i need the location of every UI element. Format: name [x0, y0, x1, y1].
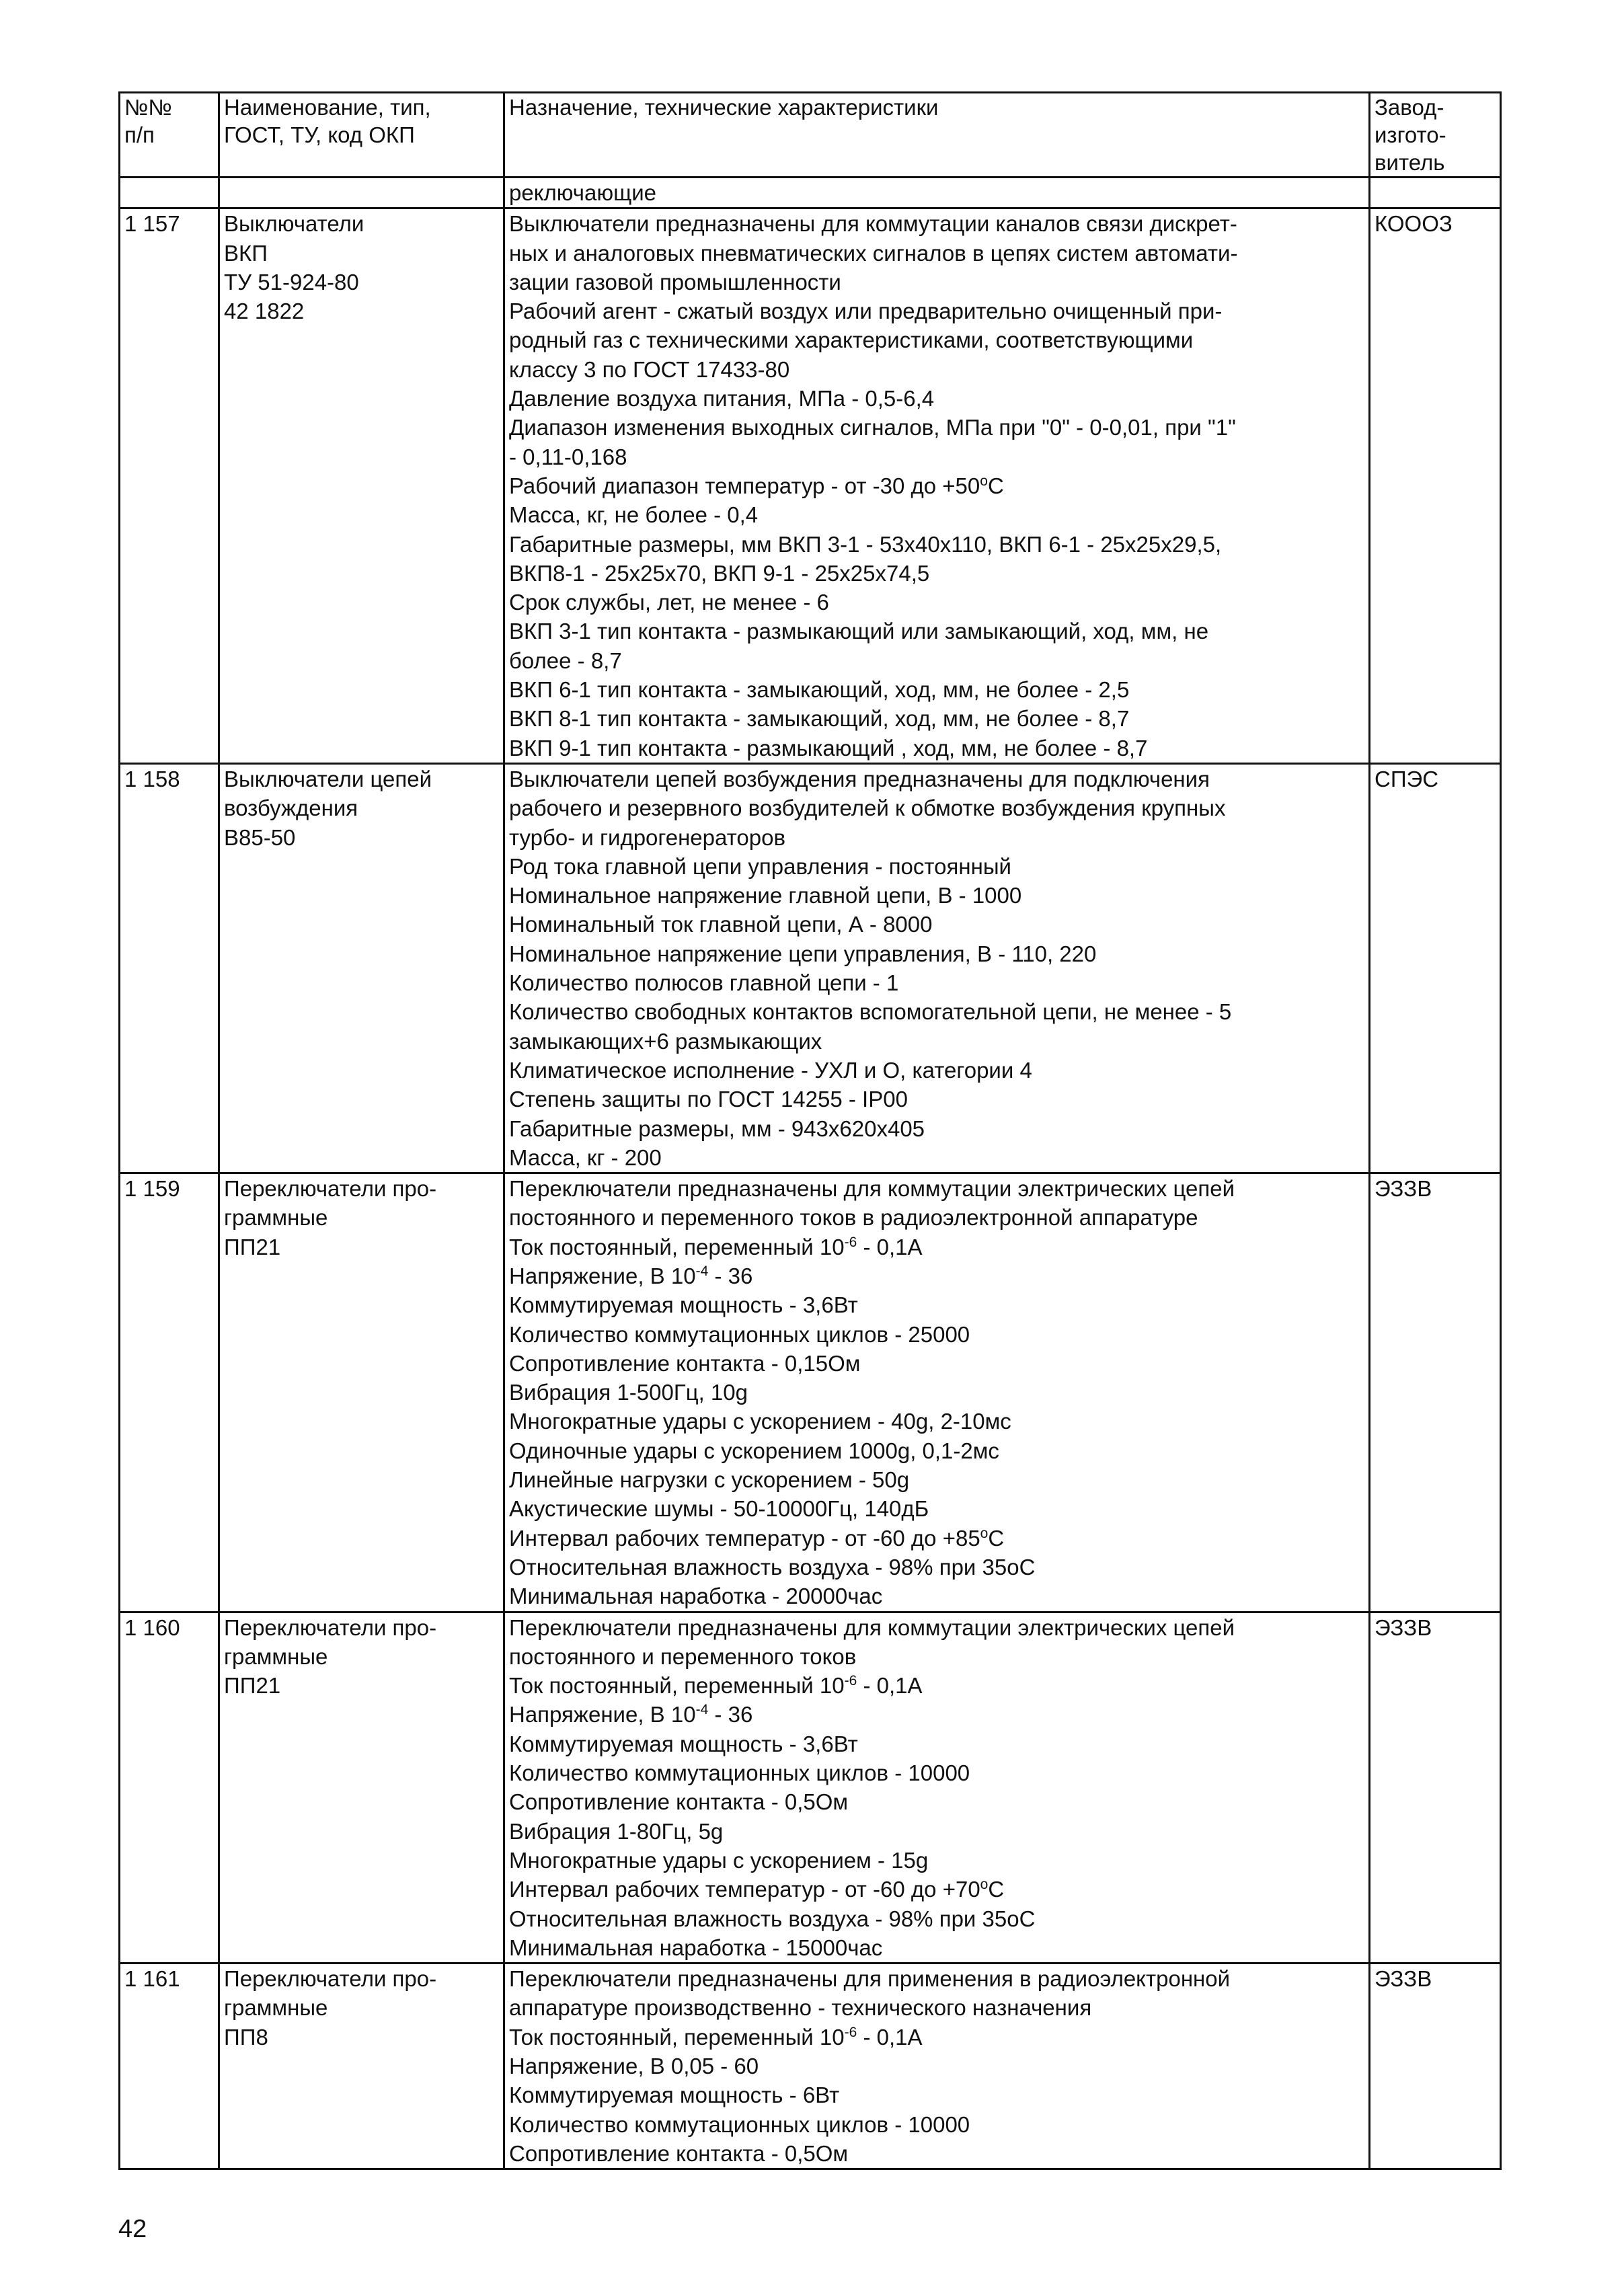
- description-line: [509, 2139, 1364, 2168]
- description-text: - 36: [708, 1263, 753, 1288]
- superscript: o: [980, 1525, 989, 1541]
- item-name-line: граммные: [224, 1643, 328, 1669]
- description-text: Номинальное напряжение главной цепи, В - 1000: [509, 883, 1022, 908]
- table-row: [120, 1963, 1501, 2169]
- table-header: [120, 93, 1501, 178]
- carry-over-maker-cell: [1370, 178, 1501, 208]
- item-name-line: Переключатели про-: [224, 1615, 437, 1640]
- item-name: [219, 1612, 504, 1963]
- carry-over-number-cell: [120, 178, 219, 208]
- item-name-line: Переключатели про-: [224, 1176, 437, 1202]
- description-text: Ток постоянный, переменный 10: [509, 1234, 845, 1259]
- description-line: [509, 1465, 1364, 1494]
- description-line: [509, 910, 1364, 939]
- description-text: зации газовой промышленности: [509, 269, 841, 295]
- description-text: Масса, кг, не более - 0,4: [509, 502, 759, 528]
- description-text: Коммутируемая мощность - 3,6Вт: [509, 1292, 858, 1318]
- description-text: классу 3 по ГОСТ 17433-80: [509, 356, 790, 382]
- description-text: Минимальная наработка - 15000час: [509, 1935, 883, 1960]
- description-text: Относительная влажность воздуха - 98% при 35oC: [509, 1554, 1036, 1580]
- description-line: [509, 500, 1364, 529]
- item-name-line: Выключатели цепей: [224, 766, 432, 791]
- description-line: [509, 765, 1364, 793]
- description-line: [509, 1290, 1364, 1319]
- description-line: [509, 297, 1364, 325]
- description-line: [509, 1904, 1364, 1933]
- description-line: [509, 1846, 1364, 1875]
- description-text: Количество коммутационных циклов - 10000: [509, 1760, 970, 1786]
- description-text: Напряжение, В 0,05 - 60: [509, 2054, 759, 2078]
- item-manufacturer: ЭЗЗВ: [1370, 1612, 1501, 1963]
- description-line: [509, 675, 1364, 704]
- description-text: Габаритные размеры, мм - 943x620x405: [509, 1116, 925, 1141]
- description-text: C: [987, 473, 1004, 498]
- description-line: [509, 239, 1364, 268]
- description-line: [509, 1553, 1364, 1582]
- description-line: [509, 1085, 1364, 1114]
- description-line: [509, 588, 1364, 617]
- description-text: ВКП 3-1 тип контакта - размыкающий или замыкающий, ход, мм, не: [509, 619, 1209, 644]
- description-line: [509, 1582, 1364, 1610]
- description-text: Количество коммутационных циклов - 10000: [509, 2111, 970, 2137]
- item-name-line: Выключатели: [224, 211, 364, 237]
- description-line: [509, 968, 1364, 997]
- item-name-line: ТУ 51-924-80: [224, 269, 359, 295]
- description-line: [509, 1378, 1364, 1407]
- description-text: замыкающих+6 размыкающих: [509, 1028, 822, 1054]
- description-text: Климатическое исполнение - УХЛ и О, категории 4: [509, 1057, 1032, 1083]
- carry-over-text: реключающие: [504, 178, 1370, 208]
- item-number: 1 157: [120, 208, 219, 764]
- description-text: Переключатели предназначены для коммутации электрических цепей: [509, 1176, 1235, 1202]
- description-line: [509, 1613, 1364, 1642]
- description-line: [509, 646, 1364, 675]
- description-line: [509, 1729, 1364, 1758]
- description-text: C: [988, 1877, 1005, 1902]
- description-line: [509, 1261, 1364, 1290]
- superscript: -6: [844, 2024, 857, 2040]
- item-name-line: граммные: [224, 1205, 328, 1231]
- item-name-line: 42 1822: [224, 299, 305, 324]
- description-text: Сопротивление контакта - 0,5Ом: [509, 2140, 849, 2166]
- description-line: [509, 1349, 1364, 1378]
- item-name-line: ПП21: [224, 1673, 281, 1699]
- item-name-line: В85-50: [224, 824, 296, 850]
- item-name-line: граммные: [224, 1995, 328, 2021]
- superscript: -6: [844, 1234, 857, 1250]
- description-text: Многократные удары с ускорением - 40g, 2-10мс: [509, 1409, 1011, 1434]
- description-text: Давление воздуха питания, МПа - 0,5-6,4: [509, 386, 935, 412]
- carry-over-row: [120, 178, 1501, 208]
- description-line: [509, 1642, 1364, 1671]
- description-text: Многократные удары с ускорением - 15g: [509, 1847, 929, 1873]
- description-text: Количество полюсов главной цепи - 1: [509, 970, 899, 996]
- item-name-line: ПП21: [224, 1234, 281, 1259]
- description-text: Коммутируемая мощность - 6Вт: [509, 2083, 840, 2108]
- description-line: [509, 939, 1364, 968]
- description-line: [509, 1787, 1364, 1816]
- description-line: [509, 823, 1364, 852]
- description-line: [509, 1407, 1364, 1436]
- description-text: Выключатели цепей возбуждения предназначены для подключения: [509, 766, 1210, 791]
- item-description: [504, 1612, 1370, 1963]
- description-line: [509, 1700, 1364, 1729]
- description-line: [509, 1933, 1364, 1962]
- description-line: [509, 1494, 1364, 1523]
- description-line: [509, 704, 1364, 733]
- description-text: Линейные нагрузки с ускорением - 50g: [509, 1467, 910, 1493]
- header-name: Наименование, тип, ГОСТ, ТУ, код ОКП: [219, 93, 504, 178]
- description-text: ВКП8-1 - 25x25x70, ВКП 9-1 - 25x25x74,5: [509, 560, 930, 586]
- item-number: 1 161: [120, 1963, 219, 2169]
- description-text: Интервал рабочих температур - от -60 до +70: [509, 1877, 980, 1902]
- description-text: Степень защиты по ГОСТ 14255 - IP00: [509, 1087, 908, 1112]
- header-number: №№ п/п: [120, 93, 219, 178]
- description-text: Переключатели предназначены для коммутации электрических цепей: [509, 1615, 1235, 1640]
- description-text: Минимальная наработка - 20000час: [509, 1584, 883, 1609]
- description-text: - 0,1А: [857, 1234, 923, 1259]
- description-line: [509, 1056, 1364, 1085]
- description-line: [509, 1758, 1364, 1787]
- item-name: [219, 1173, 504, 1612]
- superscript: -6: [844, 1673, 857, 1689]
- description-text: Габаритные размеры, мм ВКП 3-1 - 53x40x110, ВКП 6-1 - 25x25x29,5,: [509, 531, 1222, 557]
- description-line: [509, 559, 1364, 588]
- item-number: 1 160: [120, 1612, 219, 1963]
- description-text: Напряжение, В 10: [509, 1702, 696, 1727]
- description-line: [509, 268, 1364, 297]
- description-line: [509, 355, 1364, 384]
- description-text: Номинальное напряжение цепи управления, В - 110, 220: [509, 941, 1097, 966]
- item-number: 1 158: [120, 763, 219, 1173]
- description-text: - 0,11-0,168: [509, 444, 627, 469]
- description-text: Диапазон изменения выходных сигналов, МПа при "0" - 0-0,01, при "1": [509, 415, 1236, 440]
- table-row: [120, 1173, 1501, 1612]
- description-text: постоянного и переменного токов в радиоэлектронной аппаратуре: [509, 1205, 1198, 1231]
- description-line: [509, 1817, 1364, 1846]
- description-text: Род тока главной цепи управления - постоянный: [509, 853, 1011, 879]
- carry-over-name-cell: [219, 178, 504, 208]
- item-name: [219, 1963, 504, 2169]
- item-name-line: ПП8: [224, 2024, 268, 2050]
- description-text: рабочего и резервного возбудителей к обмотке возбуждения крупных: [509, 795, 1226, 821]
- description-text: Срок службы, лет, не менее - 6: [509, 590, 829, 615]
- description-text: Ток постоянный, переменный 10: [509, 1673, 845, 1699]
- description-text: Рабочий агент - сжатый воздух или предварительно очищенный при-: [509, 299, 1223, 324]
- item-name: [219, 208, 504, 764]
- header-manufacturer: Завод- изгото- витель: [1370, 93, 1501, 178]
- item-manufacturer: ЭЗЗВ: [1370, 1173, 1501, 1612]
- item-description: [504, 1963, 1370, 2169]
- description-line: [509, 793, 1364, 822]
- description-line: [509, 1671, 1364, 1700]
- description-text: ВКП 9-1 тип контакта - размыкающий , ход, мм, не более - 8,7: [509, 735, 1148, 761]
- description-text: Вибрация 1-500Гц, 10g: [509, 1380, 748, 1405]
- description-line: [509, 2110, 1364, 2139]
- description-line: [509, 1114, 1364, 1143]
- description-line: [509, 2080, 1364, 2109]
- description-text: Выключатели предназначены для коммутации каналов связи дискрет-: [509, 211, 1237, 237]
- description-text: - 0,1А: [857, 2024, 923, 2050]
- description-line: [509, 1993, 1364, 2022]
- superscript: o: [980, 473, 988, 489]
- description-line: [509, 1174, 1364, 1203]
- description-line: [509, 2052, 1364, 2080]
- description-line: [509, 442, 1364, 471]
- description-text: Вибрация 1-80Гц, 5g: [509, 1818, 724, 1844]
- item-description: [504, 763, 1370, 1173]
- item-manufacturer: ЭЗЗВ: [1370, 1963, 1501, 2169]
- specification-table: [118, 91, 1502, 2170]
- item-name-line: Переключатели про-: [224, 1966, 437, 1992]
- item-name-line: ВКП: [224, 240, 268, 266]
- description-text: Переключатели предназначены для применения в радиоэлектронной: [509, 1966, 1231, 1992]
- description-line: [509, 1524, 1364, 1553]
- description-line: [509, 1964, 1364, 1993]
- description-text: C: [988, 1525, 1005, 1551]
- description-text: - 36: [708, 1702, 753, 1727]
- description-line: [509, 325, 1364, 354]
- item-manufacturer: СПЭС: [1370, 763, 1501, 1173]
- description-text: Одиночные удары с ускорением 1000g, 0,1-2мс: [509, 1438, 999, 1463]
- description-text: Ток постоянный, переменный 10: [509, 2024, 845, 2050]
- description-text: Акустические шумы - 50-10000Гц, 140дБ: [509, 1496, 929, 1522]
- table-row: [120, 1612, 1501, 1963]
- page-number: 42: [118, 2215, 147, 2243]
- description-text: Относительная влажность воздуха - 98% при 35oC: [509, 1906, 1036, 1931]
- description-text: ВКП 8-1 тип контакта - замыкающий, ход, мм, не более - 8,7: [509, 706, 1130, 732]
- description-line: [509, 1320, 1364, 1349]
- description-line: [509, 384, 1364, 413]
- description-text: более - 8,7: [509, 648, 622, 673]
- description-text: ных и аналоговых пневматических сигналов в цепях систем автомати-: [509, 240, 1238, 266]
- description-line: [509, 1027, 1364, 1056]
- description-text: Номинальный ток главной цепи, А - 8000: [509, 912, 933, 937]
- description-line: [509, 413, 1364, 442]
- description-text: Сопротивление контакта - 0,15Ом: [509, 1350, 861, 1376]
- description-line: [509, 1203, 1364, 1232]
- description-line: [509, 852, 1364, 881]
- item-description: [504, 208, 1370, 764]
- description-line: [509, 881, 1364, 910]
- header-purpose: Назначение, технические характеристики: [504, 93, 1370, 178]
- description-text: Количество коммутационных циклов - 25000: [509, 1321, 970, 1347]
- description-text: ВКП 6-1 тип контакта - замыкающий, ход, мм, не более - 2,5: [509, 677, 1130, 703]
- description-text: - 0,1А: [857, 1673, 923, 1699]
- description-text: Коммутируемая мощность - 3,6Вт: [509, 1731, 858, 1756]
- description-text: Рабочий диапазон температур - от -30 до +50: [509, 473, 980, 498]
- superscript: o: [980, 1877, 989, 1893]
- description-text: Интервал рабочих температур - от -60 до +85: [509, 1525, 980, 1551]
- description-line: [509, 209, 1364, 238]
- description-text: аппаратуре производственно - технического назначения: [509, 1995, 1092, 2021]
- description-line: [509, 530, 1364, 559]
- superscript: -4: [695, 1702, 709, 1718]
- item-name: [219, 763, 504, 1173]
- description-text: турбо- и гидрогенераторов: [509, 824, 785, 850]
- description-line: [509, 1875, 1364, 1904]
- description-text: Напряжение, В 10: [509, 1263, 696, 1288]
- superscript: -4: [695, 1263, 709, 1279]
- description-text: Масса, кг - 200: [509, 1144, 662, 1170]
- item-name-line: возбуждения: [224, 795, 358, 821]
- description-line: [509, 471, 1364, 500]
- item-number: 1 159: [120, 1173, 219, 1612]
- item-description: [504, 1173, 1370, 1612]
- description-line: [509, 2023, 1364, 2052]
- table-row: [120, 763, 1501, 1173]
- description-line: [509, 1436, 1364, 1465]
- item-manufacturer: КОООЗ: [1370, 208, 1501, 764]
- description-line: [509, 1233, 1364, 1261]
- table-row: [120, 208, 1501, 764]
- description-text: родный газ с техническими характеристиками, соответствующими: [509, 327, 1194, 353]
- description-text: Количество свободных контактов вспомогательной цепи, не менее - 5: [509, 999, 1232, 1025]
- description-line: [509, 734, 1364, 763]
- description-text: Сопротивление контакта - 0,5Ом: [509, 1789, 849, 1815]
- description-text: постоянного и переменного токов: [509, 1643, 857, 1669]
- description-line: [509, 997, 1364, 1026]
- description-line: [509, 1143, 1364, 1172]
- description-line: [509, 617, 1364, 646]
- table-body: [120, 178, 1501, 2169]
